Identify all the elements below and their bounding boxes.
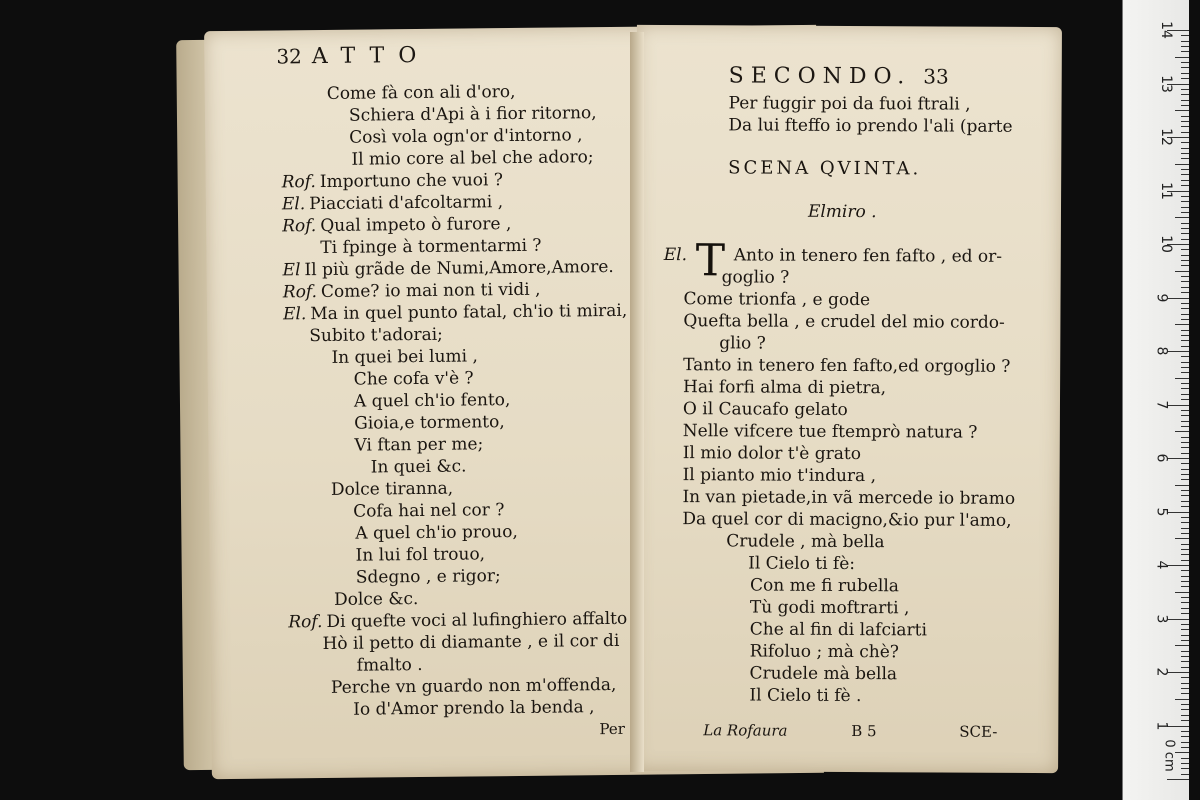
left-line: Gioia,e tormento, <box>354 412 505 434</box>
ruler-tick <box>1167 779 1189 780</box>
ruler-tick <box>1181 46 1189 47</box>
ruler-number: 9 <box>1153 293 1170 302</box>
ruler-tick <box>1181 335 1189 336</box>
right-line: goglio ? <box>721 267 790 288</box>
ruler-tick <box>1181 747 1189 748</box>
ruler-number: 8 <box>1153 346 1170 356</box>
left-line: In quei bei lumi , <box>331 346 478 368</box>
ruler-tick <box>1181 602 1189 603</box>
ruler-tick <box>1181 153 1189 154</box>
right-line: Tù godi moftrarti , <box>749 597 910 619</box>
ruler-tick <box>1181 51 1189 52</box>
right-line: O il Caucafo gelato <box>682 399 848 421</box>
scene-title: SCENA QVINTA. <box>728 157 922 180</box>
ruler-tick <box>1181 116 1189 117</box>
ruler-tick <box>1175 431 1189 432</box>
ruler-tick <box>1175 485 1189 486</box>
ruler-tick <box>1175 110 1189 111</box>
ruler-number: 3 <box>1153 614 1170 623</box>
left-line: El. Piacciati d'afcoltarmi , <box>281 192 504 215</box>
ruler-tick <box>1181 388 1189 389</box>
ruler-tick <box>1181 731 1189 732</box>
ruler-tick <box>1181 255 1189 256</box>
ruler-tick <box>1181 169 1189 170</box>
open-book <box>180 22 1070 782</box>
ruler-number: 2 <box>1153 667 1170 677</box>
ruler-tick <box>1181 174 1189 175</box>
ruler-tick <box>1181 340 1189 341</box>
left-line: In lui fol trouo, <box>355 544 486 566</box>
left-page-number: 32 <box>276 44 302 69</box>
left-line: Rof. Qual impeto ò furore , <box>282 214 512 237</box>
ruler-tick <box>1181 281 1189 282</box>
ruler-number: 5 <box>1153 507 1170 516</box>
ruler-tick <box>1181 576 1189 577</box>
right-catchword: SCE- <box>959 722 998 741</box>
ruler-tick <box>1181 142 1189 143</box>
ruler-tick <box>1167 458 1189 459</box>
ruler-tick <box>1181 683 1189 684</box>
ruler-tick <box>1175 324 1189 325</box>
ruler-tick <box>1181 677 1189 678</box>
ruler-tick <box>1181 233 1189 234</box>
ruler-tick <box>1181 308 1189 309</box>
left-line: Sdegno , e rigor; <box>355 566 501 588</box>
right-opening-line: Da lui fteffo io prendo l'ali (parte <box>728 115 1013 137</box>
ruler-tick <box>1181 319 1189 320</box>
ruler-tick <box>1181 581 1189 582</box>
ruler-number: 12 <box>1157 128 1174 146</box>
ruler-tick <box>1181 586 1189 587</box>
right-line: Che al fin di lafciarti <box>749 619 928 641</box>
ruler-tick <box>1181 148 1189 149</box>
right-first-line: Anto in tenero fen fafto , ed or- <box>733 245 1003 267</box>
right-line: Crudele mà bella <box>749 663 898 685</box>
ruler-tick <box>1181 287 1189 288</box>
ruler-tick <box>1181 185 1189 186</box>
right-line: Il Cielo ti fè . <box>749 685 862 707</box>
ruler-tick <box>1181 608 1189 609</box>
right-line: Come trionfa , e gode <box>683 289 871 311</box>
ruler-tick <box>1181 367 1189 368</box>
ruler-tick <box>1181 495 1189 496</box>
ruler-tick <box>1181 763 1189 764</box>
left-line: Rof. Di quefte voci al lufinghiero affalto <box>288 608 628 633</box>
ruler-tick <box>1175 164 1189 165</box>
ruler-tick <box>1181 78 1189 79</box>
ruler-tick <box>1181 415 1189 416</box>
ruler-tick <box>1181 635 1189 636</box>
left-line: Rof. Come? io mai non ti vidi , <box>282 279 541 303</box>
ruler-tick <box>1181 362 1189 363</box>
ruler-number: 14 <box>1157 21 1174 39</box>
left-line: Il mio core al bel che adoro; <box>351 147 594 170</box>
ruler-tick <box>1181 688 1189 689</box>
ruler-tick <box>1181 667 1189 668</box>
ruler-tick <box>1181 437 1189 438</box>
ruler-tick <box>1167 726 1189 727</box>
ruler-tick <box>1181 709 1189 710</box>
ruler-tick <box>1181 41 1189 42</box>
ruler-tick <box>1181 704 1189 705</box>
ruler-tick <box>1181 758 1189 759</box>
ruler-tick <box>1181 549 1189 550</box>
ruler-tick <box>1181 73 1189 74</box>
ruler-tick <box>1175 271 1189 272</box>
ruler-tick <box>1181 560 1189 561</box>
book-gutter <box>630 32 644 772</box>
ruler-tick <box>1175 217 1189 218</box>
ruler-tick <box>1181 474 1189 475</box>
ruler-tick <box>1181 35 1189 36</box>
right-line: In van pietade,in vã mercede io bramo <box>682 487 1016 509</box>
ruler-tick <box>1181 105 1189 106</box>
ruler-tick <box>1181 661 1189 662</box>
ruler-tick <box>1181 570 1189 571</box>
right-line: Crudele , mà bella <box>726 531 885 553</box>
ruler-tick <box>1181 447 1189 448</box>
left-line: Rof. Importuno che vuoi ? <box>281 170 504 193</box>
ruler-tick <box>1181 613 1189 614</box>
ruler-tick <box>1181 506 1189 507</box>
ruler-tick <box>1181 624 1189 625</box>
left-line: Hò il petto di diamante , e il cor di <box>322 630 620 655</box>
ruler-tick <box>1181 196 1189 197</box>
ruler-tick <box>1181 330 1189 331</box>
ruler-tick <box>1175 378 1189 379</box>
left-line: A quel ch'io prouo, <box>355 521 518 544</box>
right-line: Nelle vifcere tue ftemprò natura ? <box>682 421 978 443</box>
ruler-tick <box>1181 239 1189 240</box>
ruler-tick <box>1181 126 1189 127</box>
ruler-tick <box>1181 720 1189 721</box>
ruler-tick <box>1181 292 1189 293</box>
ruler-tick <box>1181 394 1189 395</box>
ruler-tick <box>1181 276 1189 277</box>
ruler-tick <box>1167 405 1189 406</box>
ruler-tick <box>1181 158 1189 159</box>
signature-mark: B 5 <box>851 722 877 741</box>
right-running-head <box>729 63 949 89</box>
ruler-tick <box>1181 528 1189 529</box>
ruler-tick <box>1181 656 1189 657</box>
left-line: Vi ftan per me; <box>354 434 484 456</box>
drop-cap: T <box>695 235 726 287</box>
ruler-number: 13 <box>1157 74 1174 93</box>
ruler-tick <box>1181 260 1189 261</box>
right-line: Il mio dolor t'è grato <box>682 443 862 465</box>
right-line: Rifoluo ; mà chè? <box>749 641 899 663</box>
ruler-tick <box>1181 399 1189 400</box>
ruler-tick <box>1181 421 1189 422</box>
right-line: Il pianto mio t'indura , <box>682 465 877 487</box>
ruler-tick <box>1181 469 1189 470</box>
ruler-tick <box>1167 619 1189 620</box>
ruler-tick <box>1181 768 1189 769</box>
ruler-tick <box>1167 672 1189 673</box>
ruler-tick <box>1175 645 1189 646</box>
ruler-tick <box>1167 298 1189 299</box>
ruler-tick <box>1181 629 1189 630</box>
ruler-tick <box>1181 554 1189 555</box>
right-page <box>633 25 1062 773</box>
left-line: Io d'Amor prendo la benda , <box>353 697 595 720</box>
ruler-unit-label: 0 cm <box>1161 739 1177 772</box>
ruler-tick <box>1181 132 1189 133</box>
right-line: glio ? <box>719 333 766 354</box>
scene-character: Elmiro . <box>807 201 877 223</box>
ruler-number: 1 <box>1153 721 1170 730</box>
ruler-number: 7 <box>1153 400 1170 409</box>
right-opening-line: Per fuggir poi da fuoi ftrali , <box>728 93 971 115</box>
ruler-tick <box>1181 62 1189 63</box>
left-line: Così vola ogn'or d'intorno , <box>349 125 583 148</box>
right-head-text: SECONDO. <box>728 63 912 90</box>
ruler-tick <box>1181 501 1189 502</box>
ruler-tick <box>1181 522 1189 523</box>
left-line: Dolce tiranna, <box>330 478 454 500</box>
ruler-tick <box>1181 346 1189 347</box>
ruler-tick <box>1181 121 1189 122</box>
ruler-tick <box>1181 453 1189 454</box>
ruler-tick <box>1175 57 1189 58</box>
right-page-number: 33 <box>923 64 949 89</box>
left-line: Subito t'adorai; <box>309 324 443 347</box>
left-running-head <box>276 43 430 70</box>
ruler-tick <box>1181 303 1189 304</box>
ruler-number: 11 <box>1157 181 1174 200</box>
ruler-tick <box>1181 212 1189 213</box>
ruler-tick <box>1181 736 1189 737</box>
right-line: Da quel cor di macigno,&io pur l'amo, <box>682 509 1012 531</box>
ruler-tick <box>1181 463 1189 464</box>
ruler-tick <box>1181 383 1189 384</box>
left-line: Perche vn guardo non m'offenda, <box>330 674 617 698</box>
right-line: Il Cielo ti fè: <box>748 553 856 575</box>
ruler-tick <box>1181 774 1189 775</box>
right-line: Quefta bella , e crudel del mio cordo- <box>683 311 1005 333</box>
ruler-tick <box>1181 442 1189 443</box>
ruler-tick <box>1181 490 1189 491</box>
left-line: In quei &c. <box>370 456 467 478</box>
left-catchword: Per <box>599 719 625 739</box>
ruler-tick <box>1181 67 1189 68</box>
right-line: Hai forfi alma di pietra, <box>683 377 887 399</box>
left-line: Schiera d'Api à i fior ritorno, <box>348 103 597 126</box>
ruler-tick <box>1181 651 1189 652</box>
ruler-tick <box>1181 640 1189 641</box>
ruler-tick <box>1181 265 1189 266</box>
ruler-tick <box>1175 699 1189 700</box>
ruler-tick <box>1181 715 1189 716</box>
speaker-label: El. <box>663 245 688 266</box>
ruler-tick <box>1181 94 1189 95</box>
ruler-number: 6 <box>1153 453 1170 463</box>
left-head-text: ATTO <box>311 42 431 70</box>
ruler-tick <box>1181 223 1189 224</box>
ruler-tick <box>1175 538 1189 539</box>
ruler-tick <box>1181 249 1189 250</box>
ruler-tick <box>1181 207 1189 208</box>
ruler-tick <box>1181 228 1189 229</box>
ruler-tick <box>1181 544 1189 545</box>
ruler-tick <box>1181 201 1189 202</box>
ruler-tick <box>1181 533 1189 534</box>
right-line: Tanto in tenero fen fafto,ed orgoglio ? <box>683 355 1011 377</box>
left-line: fmalto . <box>356 654 423 676</box>
ruler-tick <box>1181 426 1189 427</box>
ruler-tick <box>1167 512 1189 513</box>
ruler-tick <box>1181 597 1189 598</box>
ruler-tick <box>1181 479 1189 480</box>
ruler-number: 4 <box>1153 560 1170 570</box>
ruler-tick <box>1181 314 1189 315</box>
ruler-tick <box>1175 752 1189 753</box>
right-line: Con me fi rubella <box>749 575 900 597</box>
ruler-tick <box>1167 351 1189 352</box>
ruler-number: 10 <box>1157 235 1174 253</box>
ruler-tick <box>1181 89 1189 90</box>
ruler-tick <box>1181 410 1189 411</box>
left-line: Cofa hai nel cor ? <box>353 500 505 522</box>
measuring-ruler <box>1122 0 1189 800</box>
ruler-tick <box>1181 693 1189 694</box>
left-line: Che cofa v'è ? <box>353 368 474 390</box>
ruler-tick <box>1167 565 1189 566</box>
left-line: El. Ma in quel punto fatal, ch'io ti mirai, <box>282 300 628 325</box>
ruler-tick <box>1181 356 1189 357</box>
ruler-tick <box>1181 742 1189 743</box>
ruler-tick <box>1181 100 1189 101</box>
left-line: El Il più grãde de Numi,Amore,Amore. <box>282 256 614 281</box>
left-line: Come fà con ali d'oro, <box>326 81 516 104</box>
left-line: A quel ch'io fento, <box>353 390 511 412</box>
footer-title: La Rofaura <box>703 721 788 740</box>
ruler-tick <box>1181 372 1189 373</box>
ruler-tick <box>1175 592 1189 593</box>
ruler-tick <box>1181 517 1189 518</box>
left-line: Ti fpinge à tormentarmi ? <box>320 235 542 259</box>
ruler-tick <box>1181 180 1189 181</box>
left-line: Dolce &c. <box>333 589 419 610</box>
